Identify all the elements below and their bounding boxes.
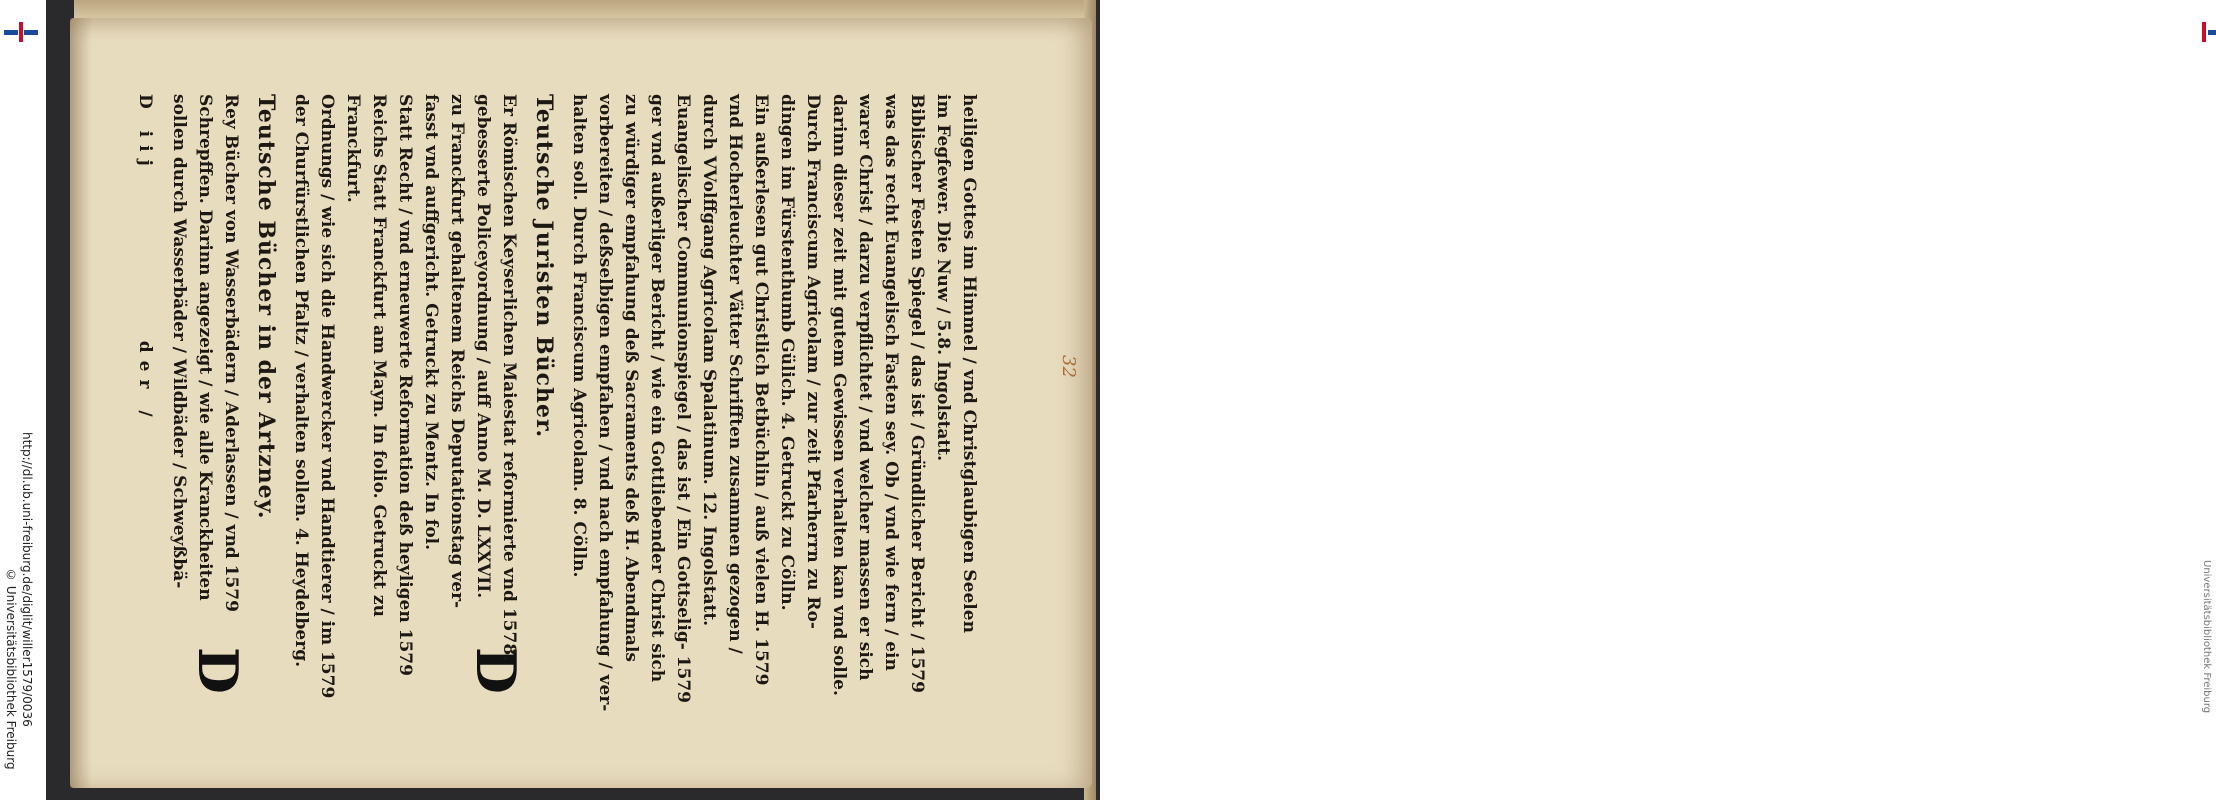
page-text <box>135 94 982 712</box>
page-number: 32 <box>1058 355 1079 378</box>
juristen-line: gebesserte Policeyordnung / auff Anno M. D. LXXVII. <box>473 94 493 599</box>
devotional-line: darinn dieser zeit mit gutem Gewissen verhalten kan vnd solle. <box>829 94 849 696</box>
juristen-line: zu Franckfurt gehaltenem Reichs Deputationstag ver- <box>447 94 467 609</box>
artzney-line: Rey Bücher von Wasserbädern / Aderlassen / vnd 1579 <box>221 94 241 612</box>
devotional-line: Durch Franciscum Agricolam / zur zeit Pfarherrn zu Ro- <box>803 94 823 629</box>
section-artzney <box>166 94 250 694</box>
juristen-line: Franckfurt. <box>343 94 363 203</box>
copyright-notice: © Universitätsbibliothek Freiburg <box>4 568 18 770</box>
devotional-line: Euangelischer Communionspiegel / das ist / Ein Gottselig- 1579 <box>673 94 693 703</box>
artzney-line: sollen durch Wasserbäder / Wildbäder / Schweyßbä- <box>169 94 189 589</box>
juristen-line: Ordnungs / wie sich die Handwercker vnd Handtierer / im 1579 <box>317 94 337 699</box>
devotional-line: vorbereiten / deßselbigen empfahen / vnd nach empfahung / ver- <box>595 94 615 712</box>
juristen-line: Reichs Statt Franckfurt am Mayn. In folio. Getruckt zu <box>369 94 389 617</box>
library-logo-partial-icon <box>2202 22 2216 42</box>
devotional-line: durch VVolffgang Agricolam Spalatinum. 12. Ingolstatt. <box>699 94 719 627</box>
juristen-line: Er Römischen Keyserlichen Maiestat reformierte vnd 1578. <box>499 94 519 662</box>
devotional-line: dingen im Fürstenthumb Gülich. 4. Getruckt zu Cölln. <box>777 94 797 611</box>
devotional-line: zu würdiger empfahung deß Sacraments deß H. Abendmals <box>621 94 641 662</box>
juristen-line: der Churfürstlichen Pfaltz / verhalten sollen. 4. Heydelberg. <box>291 94 311 667</box>
devotional-line: Biblischer Festen Spiegel / das ist / Gründlicher Bericht / 1579 <box>907 94 927 693</box>
signature-mark <box>132 94 158 694</box>
devotional-line: was das recht Euangelisch Fasten sey. Ob / vnd wie fern / ein <box>881 94 901 671</box>
devotional-line: heiligen Gottes im Himmel / vnd Christglaubigen Seelen <box>959 94 979 633</box>
section-juristen <box>288 94 528 699</box>
dropcap-2: D <box>186 647 250 694</box>
devotional-line: Ein außerlesen gut Christlich Betbüchlin / auß vielen H. 1579 <box>751 94 771 686</box>
book-top-edge <box>74 0 1084 20</box>
signature: D iij <box>135 94 155 174</box>
devotional-line: halten soll. Durch Franciscum Agricolam. 8. Cölln. <box>569 94 589 578</box>
catchword: der / <box>135 340 155 425</box>
right-edge-note: Universitätsbibliothek Freiburg <box>2201 560 2212 714</box>
heading-artzney: Teutsche Bücher in der Artzney. <box>253 94 279 520</box>
section-devotional-books <box>566 94 982 712</box>
juristen-line: fasst vnd auffgericht. Getruckt zu Mentz. In fol. <box>421 94 441 551</box>
library-logo-icon <box>4 22 38 42</box>
devotional-line: ger vnd außerliger Bericht / wie ein Gottliebender Christ sich <box>647 94 667 683</box>
page-gutter-shadow <box>70 18 92 788</box>
left-margin <box>0 0 46 800</box>
source-url: http://dl.ub.uni-freiburg.de/diglit/willer1579/0036 <box>20 432 34 727</box>
devotional-line: warer Christ / darzu verpflichtet / vnd welcher massen er sich <box>855 94 875 681</box>
devotional-line: im Fegfewer. Die Nuw / 5.8. Ingolstatt. <box>933 94 953 462</box>
right-margin <box>1100 0 2212 800</box>
heading-juristen: Teutsche Juristen Bücher. <box>531 94 557 439</box>
devotional-line: vnd Hocherleuchter Vätter Schrifften zusammen gezogen / <box>725 94 745 654</box>
juristen-line: Statt Recht / vnd erneuwerte Reformation deß heyligen 1579 <box>395 94 415 676</box>
dropcap-1: D <box>464 647 528 694</box>
artzney-line: Schrepffen. Darinn angezeigt / wie alle Kranckheiten <box>195 94 215 601</box>
